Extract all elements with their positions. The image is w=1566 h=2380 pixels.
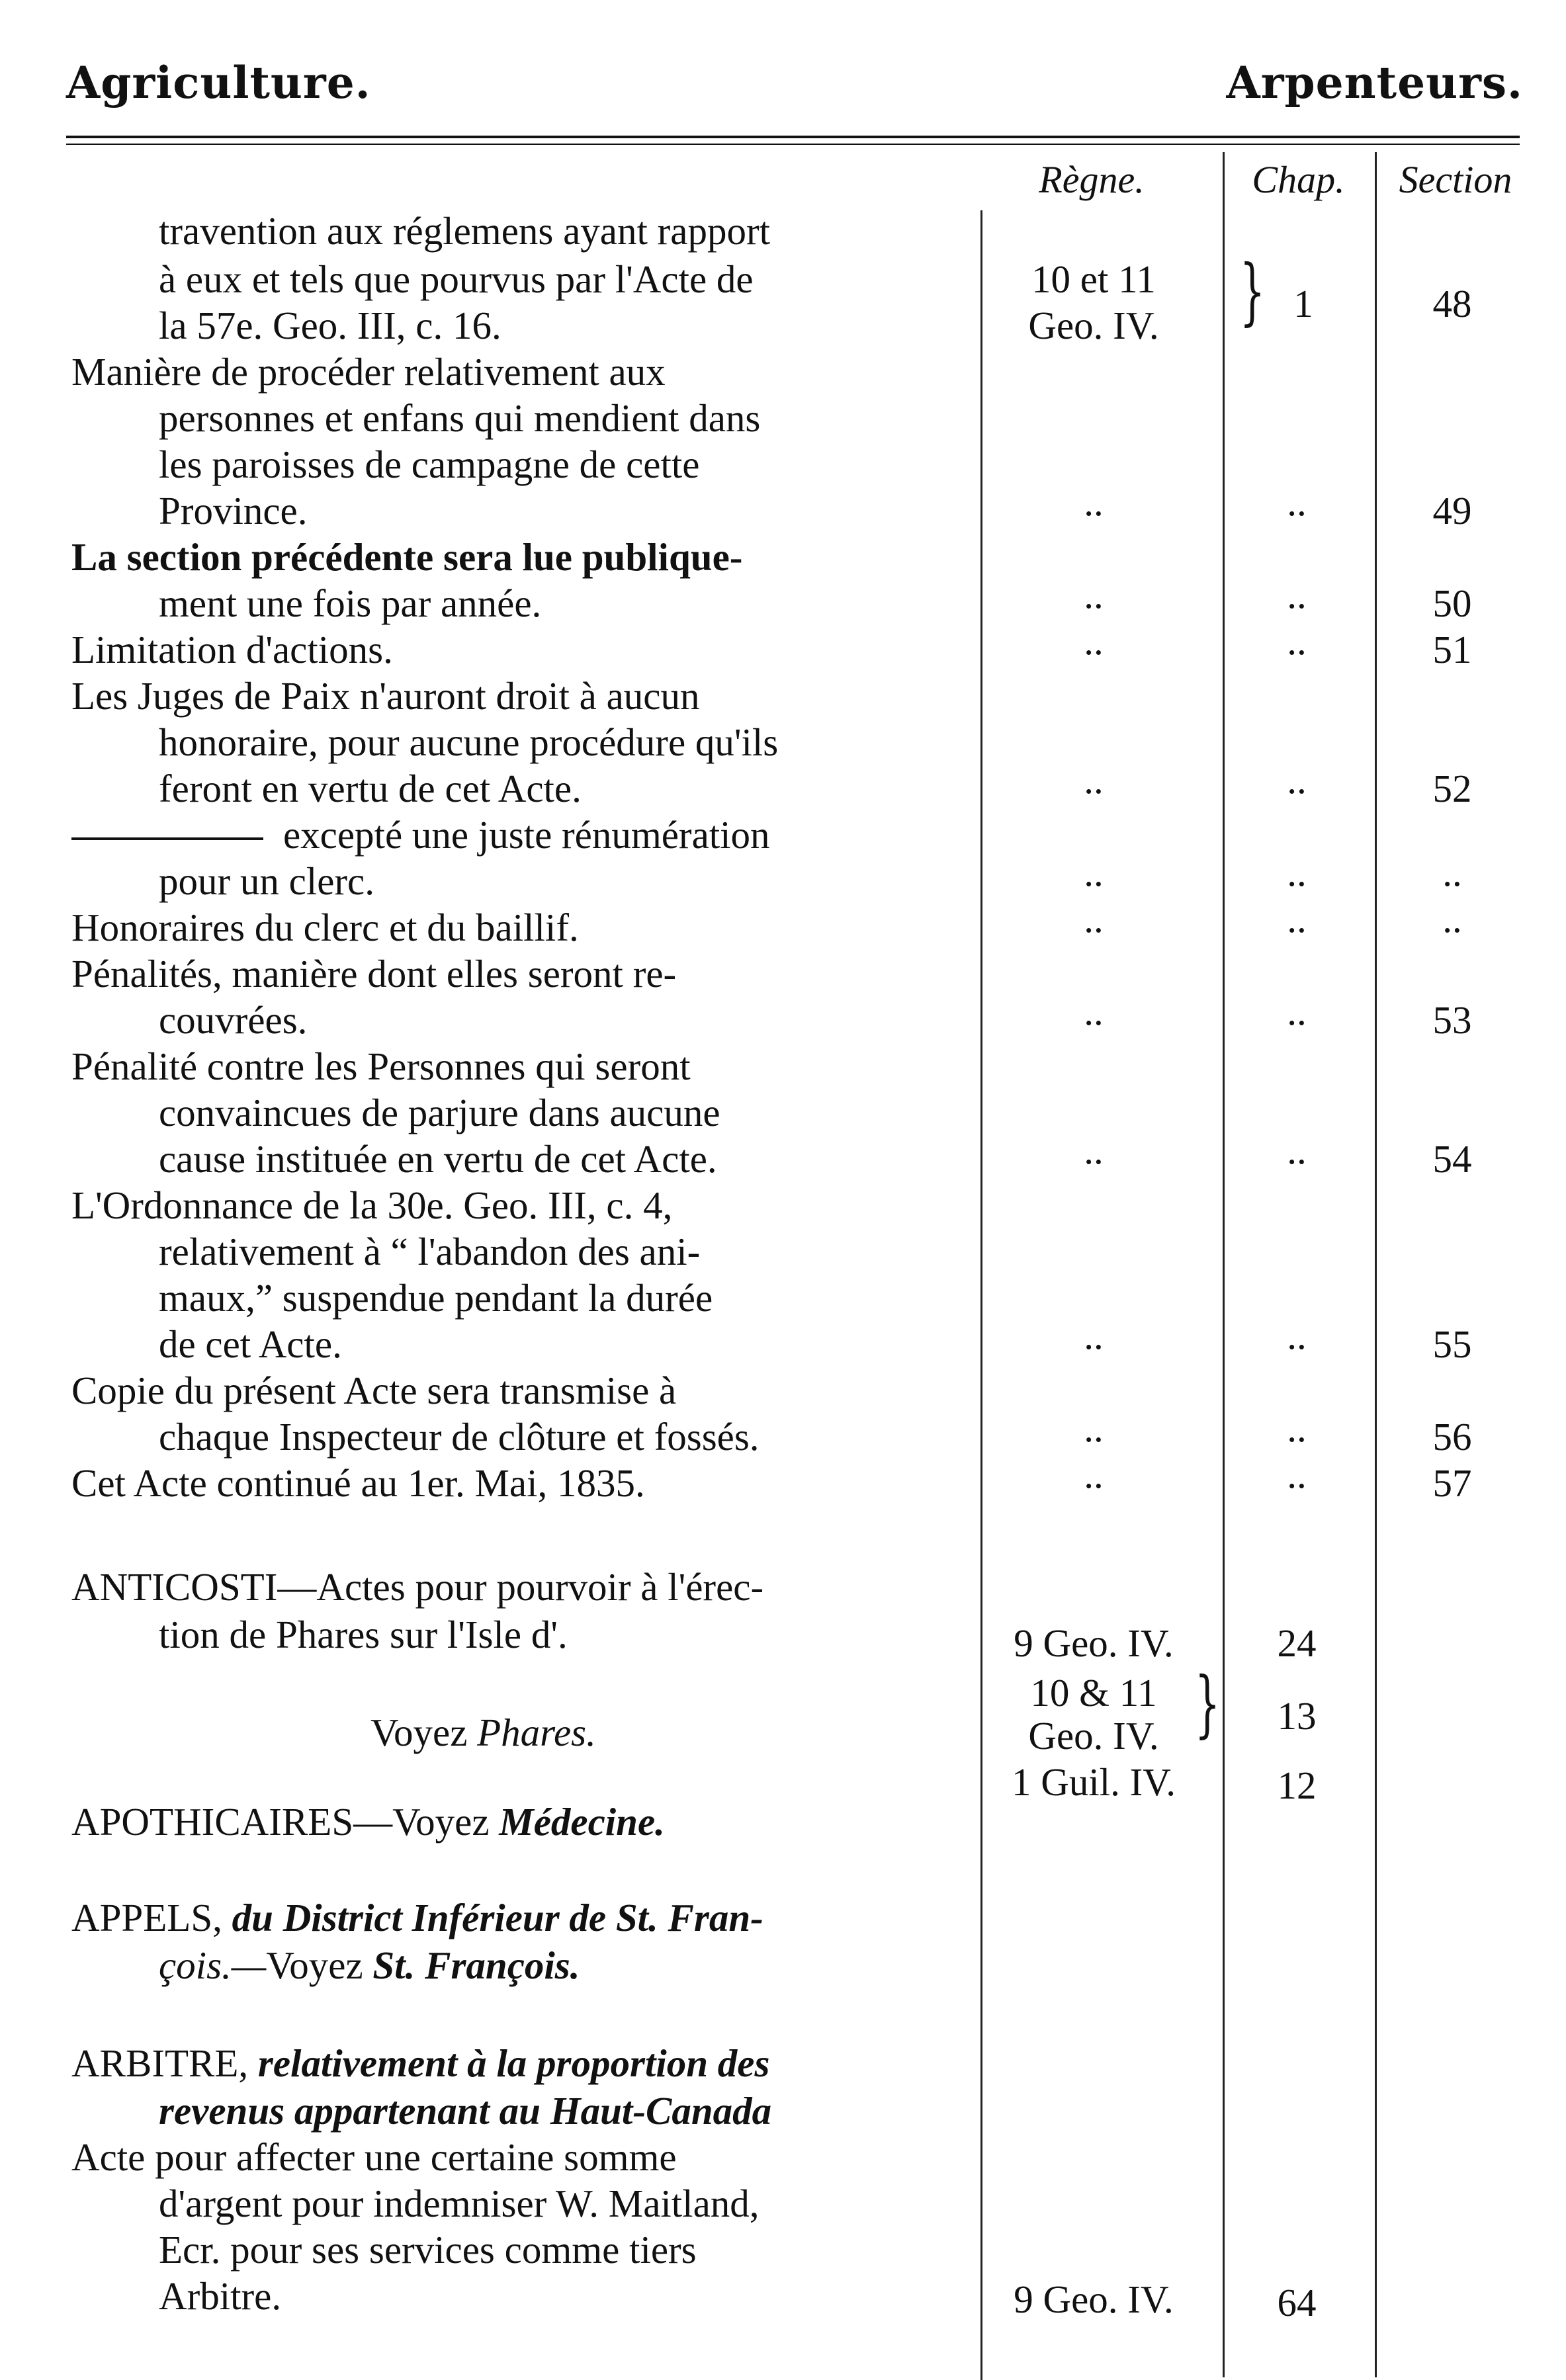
entry-line: à eux et tels que pourvus par l'Acte de bbox=[159, 257, 754, 301]
running-header-left: Agriculture. bbox=[66, 57, 371, 108]
voyez-text: Voyez bbox=[266, 1943, 363, 1987]
header-rule bbox=[66, 136, 1520, 138]
entry-heading: APOTHICAIRES—Voyez bbox=[71, 1800, 490, 1844]
entry-text: çois.— bbox=[159, 1943, 267, 1987]
section-cell: 55 bbox=[1432, 1322, 1472, 1366]
entry-line: Copie du présent Acte sera transmise à bbox=[71, 1369, 677, 1412]
brace-icon: } bbox=[1239, 249, 1266, 333]
ditto-dots: .. bbox=[1084, 619, 1104, 663]
ditto-dots: .. bbox=[1084, 897, 1104, 941]
entry-line: travention aux réglemens ayant rapport bbox=[159, 209, 770, 253]
entry-line: maux,” suspendue pendant la durée bbox=[159, 1276, 713, 1320]
entry-line: de cet Acte. bbox=[159, 1322, 342, 1366]
entry-line bbox=[71, 813, 770, 857]
ditto-dots: .. bbox=[1084, 990, 1104, 1033]
column-heading-chap: Chap. bbox=[1252, 158, 1345, 201]
entry-line bbox=[71, 1898, 763, 1937]
regne-cell: 9 Geo. IV. bbox=[1014, 2277, 1174, 2321]
entry-line: honoraire, pour aucune procédure qu'ils bbox=[159, 720, 779, 764]
entry-line: Honoraires du clerc et du baillif. bbox=[71, 906, 579, 949]
entry-line: Province. bbox=[159, 489, 308, 532]
column-heading-regne: Règne. bbox=[1039, 158, 1145, 201]
column-divider-chap bbox=[1375, 152, 1377, 2377]
entry-line: les paroisses de campagne de cette bbox=[159, 443, 700, 486]
entry-subheading: relativement à la proportion des bbox=[257, 2041, 770, 2085]
column-divider-text bbox=[980, 210, 982, 2380]
entry-line: personnes et enfans qui mendient dans bbox=[159, 396, 761, 440]
ditto-dots: .. bbox=[1084, 1406, 1104, 1450]
ditto-dots: .. bbox=[1287, 851, 1307, 894]
regne-cell: Geo. IV. bbox=[1028, 304, 1159, 347]
entry-line: pour un clerc. bbox=[159, 859, 374, 903]
ditto-dots: .. bbox=[1084, 1128, 1104, 1172]
ditto-dots: .. bbox=[1084, 851, 1104, 894]
cross-reference[interactable]: Médecine. bbox=[499, 1800, 665, 1844]
ditto-dots: .. bbox=[1084, 1314, 1104, 1357]
ditto-dots: .. bbox=[1084, 480, 1104, 524]
entry-line: La section précédente sera lue publique- bbox=[71, 535, 743, 579]
entry-line: Ecr. pour ses services comme tiers bbox=[159, 2228, 697, 2272]
ditto-dots: .. bbox=[1287, 990, 1307, 1033]
column-divider-regne bbox=[1223, 152, 1225, 2377]
section-cell: 56 bbox=[1432, 1415, 1472, 1459]
entry-line: ANTICOSTI—Actes pour pourvoir à l'érec- bbox=[71, 1565, 764, 1609]
entry-line: Acte pour affecter une certaine somme bbox=[71, 2135, 677, 2179]
regne-cell: 10 et 11 bbox=[1031, 257, 1156, 301]
chap-cell: 1 bbox=[1293, 282, 1313, 325]
cross-reference[interactable]: Phares. bbox=[477, 1711, 596, 1754]
regne-cell: 10 & 11 bbox=[1030, 1671, 1157, 1715]
ditto-dots: .. bbox=[1287, 1453, 1307, 1496]
section-cell: 49 bbox=[1432, 489, 1472, 532]
section-cell: 53 bbox=[1432, 998, 1472, 1042]
entry-line: chaque Inspecteur de clôture et fossés. bbox=[159, 1415, 760, 1459]
section-cell: 51 bbox=[1432, 628, 1472, 671]
entry-line bbox=[159, 1943, 580, 1987]
entry-line: feront en vertu de cet Acte. bbox=[159, 767, 582, 810]
section-cell: 50 bbox=[1432, 581, 1472, 625]
ditto-dots: .. bbox=[1287, 1406, 1307, 1450]
entry-heading: APPELS, bbox=[71, 1896, 222, 1939]
entry-subheading: du District Inférieur de St. Fran- bbox=[232, 1896, 763, 1939]
entry-line: revenus appartenant au Haut-Canada bbox=[159, 2089, 772, 2133]
entry-line: Cet Acte continué au 1er. Mai, 1835. bbox=[71, 1461, 645, 1505]
chap-cell: 24 bbox=[1277, 1621, 1317, 1665]
entry-line: couvrées. bbox=[159, 998, 308, 1042]
ditto-dots: .. bbox=[1287, 758, 1307, 802]
ditto-dots: .. bbox=[1442, 897, 1462, 941]
ditto-dots: .. bbox=[1287, 619, 1307, 663]
ditto-dots: .. bbox=[1084, 758, 1104, 802]
column-heading-section: Section bbox=[1399, 158, 1512, 201]
entry-line: Limitation d'actions. bbox=[71, 628, 393, 671]
entry-heading: ARBITRE, bbox=[71, 2041, 249, 2085]
chap-cell: 64 bbox=[1277, 2281, 1317, 2324]
chap-cell: 13 bbox=[1277, 1694, 1317, 1738]
section-cell: 52 bbox=[1432, 767, 1472, 810]
regne-cell: 9 Geo. IV. bbox=[1014, 1621, 1174, 1665]
entry-line: Arbitre. bbox=[159, 2274, 282, 2318]
entry-line: Manière de procéder relativement aux bbox=[71, 350, 666, 394]
regne-cell: Geo. IV. bbox=[1028, 1714, 1159, 1758]
entry-line: ment une fois par année. bbox=[159, 581, 542, 625]
entry-line: relativement à “ l'abandon des ani- bbox=[159, 1230, 701, 1273]
entry-line: tion de Phares sur l'Isle d'. bbox=[159, 1613, 568, 1656]
cross-reference[interactable]: St. François. bbox=[372, 1943, 580, 1987]
header-rule-thin bbox=[66, 144, 1520, 145]
chap-cell: 12 bbox=[1277, 1764, 1317, 1807]
section-cell: 48 bbox=[1432, 282, 1472, 325]
entry-line: d'argent pour indemniser W. Maitland, bbox=[159, 2182, 760, 2225]
entry-line: la 57e. Geo. III, c. 16. bbox=[159, 304, 501, 347]
entry-line: cause instituée en vertu de cet Acte. bbox=[159, 1137, 717, 1181]
entry-line: Pénalités, manière dont elles seront re- bbox=[71, 952, 677, 996]
repeat-dash bbox=[71, 837, 263, 840]
entry-line bbox=[370, 1713, 596, 1752]
section-cell: 54 bbox=[1432, 1137, 1472, 1181]
ditto-dots: .. bbox=[1287, 1314, 1307, 1357]
entry-line: Pénalité contre les Personnes qui seront bbox=[71, 1044, 691, 1088]
voyez-text: Voyez bbox=[370, 1711, 468, 1754]
ditto-dots: .. bbox=[1084, 1453, 1104, 1496]
entry-line: L'Ordonnance de la 30e. Geo. III, c. 4, bbox=[71, 1183, 673, 1227]
entry-line bbox=[71, 1800, 665, 1844]
ditto-dots: .. bbox=[1287, 897, 1307, 941]
entry-line: convaincues de parjure dans aucune bbox=[159, 1091, 720, 1134]
ditto-dots: .. bbox=[1084, 573, 1104, 616]
section-cell: 57 bbox=[1432, 1461, 1472, 1505]
running-header-right: Arpenteurs. bbox=[1226, 57, 1523, 108]
entry-line-text: excepté une juste rénumération bbox=[283, 813, 770, 857]
entry-line: Les Juges de Paix n'auront droit à aucun bbox=[71, 674, 700, 718]
entry-line bbox=[71, 2041, 770, 2085]
ditto-dots: .. bbox=[1442, 851, 1462, 894]
brace-icon: } bbox=[1194, 1661, 1221, 1746]
ditto-dots: .. bbox=[1287, 573, 1307, 616]
ditto-dots: .. bbox=[1287, 1128, 1307, 1172]
regne-cell: 1 Guil. IV. bbox=[1011, 1760, 1176, 1804]
ditto-dots: .. bbox=[1287, 480, 1307, 524]
